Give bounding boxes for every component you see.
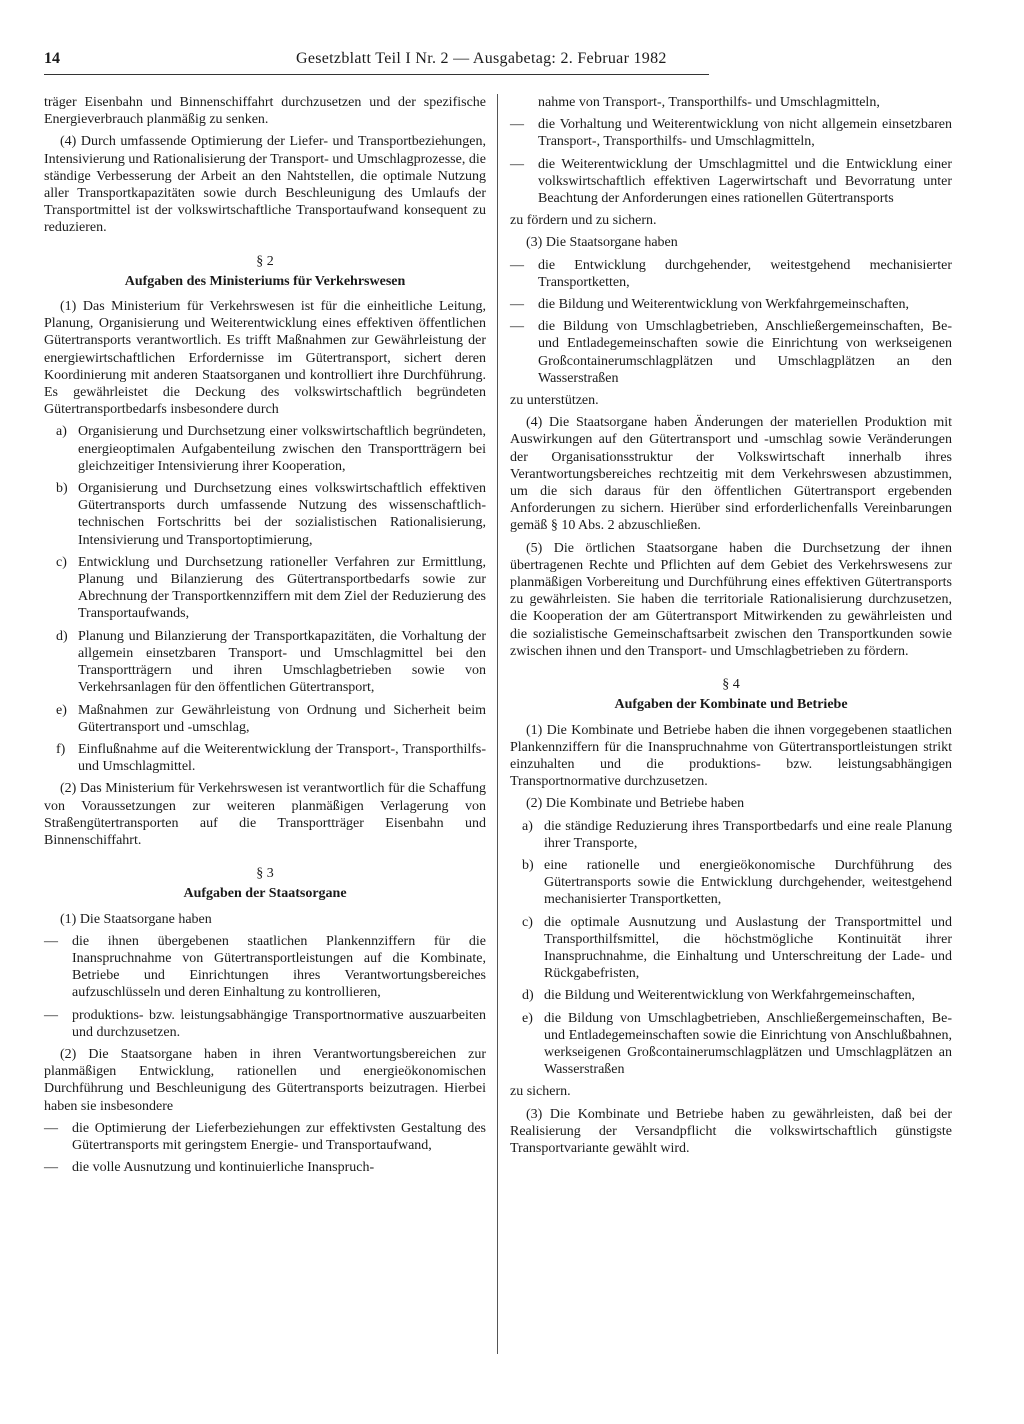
list-item — [510, 914, 952, 983]
dash-marker: — — [44, 1007, 58, 1023]
column-divider — [497, 94, 498, 1354]
paragraph: (2) Die Staatsorgane haben in ihren Verantwortungsbereichen zur planmäßigen Entwicklung, rationellen und energieökonomischen Durchführung und Beschleunigung des Gütertransports beizutragen. Hierbei haben sie insbesondere — [44, 1046, 486, 1114]
dash-text: die Entwicklung durchgehender, weitestgehend mechanisierter Transportketten, — [538, 257, 952, 290]
list-item — [44, 554, 486, 623]
dash-item — [44, 1120, 486, 1154]
paragraph: zu fördern und zu sichern. — [510, 213, 657, 229]
dash-item — [44, 1007, 486, 1041]
paragraph: träger Eisenbahn und Binnenschiffahrt durchzusetzen und der spezifische Energieverbrauch planmäßig zu senken. — [44, 95, 486, 128]
item-marker: c) — [522, 914, 533, 930]
list-item — [44, 480, 486, 549]
list-item — [44, 423, 486, 475]
section-heading: Aufgaben des Ministeriums für Verkehrswesen — [124, 273, 406, 289]
item-text: eine rationelle und energieökonomische Durchführung des Gütertransports sowie die Entwicklung durchgehender, weitestgehend mechanisierter Transportketten, — [544, 857, 952, 908]
dash-text: die ihnen übergebenen staatlichen Plankennziffern für die Inanspruchnahme von Gütertransportleistungen auf die Kombinate, Betriebe und Einrichtungen ihres Verantwortungsbereiches aufzuschlüsseln und deren Einhaltung zu kontrollieren, — [72, 933, 486, 1001]
gazette-title: Gesetzblatt Teil I Nr. 2 — Ausgabetag: 2. Februar 1982 — [296, 50, 667, 67]
item-marker: b) — [522, 857, 534, 873]
item-text: die optimale Ausnutzung und Auslastung der Transportmittel und Transporthilfsmittel, die höchstmögliche Kontinuität ihrer Inanspruchnahme, die Einhaltung und Unterschreitung der Lade- und Rückgabefristen, — [544, 914, 952, 982]
item-text: Organisierung und Durchsetzung einer volkswirtschaftlich begründeten, energieoptimalen Aufgabenteilung zwischen den Transportträgern bei gleichzeitiger Intensivierung ihrer Kooperation, — [78, 424, 486, 474]
paragraph: (3) Die Staatsorgane haben — [526, 235, 678, 251]
dash-text: die Optimierung der Lieferbeziehungen zur effektivsten Gestaltung des Gütertransports mit geringstem Energie- und Transportaufwand, — [72, 1120, 486, 1153]
list-item — [510, 818, 952, 852]
page-header — [44, 50, 709, 75]
item-text: die Bildung und Weiterentwicklung von Werkfahrgemeinschaften, — [544, 988, 915, 1004]
section-heading: Aufgaben der Staatsorgane — [183, 886, 347, 902]
section-heading: Aufgaben der Kombinate und Betriebe — [614, 697, 848, 713]
dash-text: die Bildung und Weiterentwicklung von Werkfahrgemeinschaften, — [538, 297, 909, 313]
dash-text: die volle Ausnutzung und kontinuierliche Inanspruch- — [72, 1160, 375, 1176]
paragraph: (5) Die örtlichen Staatsorgane haben die Durchsetzung der ihnen übertragenen Rechte und Pflichten auf dem Gebiet des Verkehrswesens zur planmäßigen Vorbereitung und Durchführung eines effektiven Gütertransports zu gewährleisten. Sie haben die territoriale Rationalisierung durchzusetzen, die Kooperation der am Gütertransport Mitwirkenden zu gewährleisten und die sozialistische Gemeinschaftsarbeit zwischen den Transportkunden sowie zwischen ihnen und den Transport- und Umschlagbetrieben zu fördern. — [510, 540, 952, 659]
dash-item — [510, 156, 952, 208]
dash-marker: — — [44, 1120, 58, 1136]
item-text: Planung und Bilanzierung der Transportkapazitäten, die Vorhaltung der allgemein einsetzbaren Transport- und Umschlagmittel bei den Transportträgern und ihren Umschlagbetrieben sowie von Verkehrsanlagen für den öffentlichen Gütertransport, — [78, 628, 486, 696]
paragraph: zu sichern. — [510, 1084, 571, 1100]
item-text: Maßnahmen zur Gewährleistung von Ordnung und Sicherheit beim Gütertransport und -umschlag, — [78, 702, 486, 735]
dash-marker: — — [44, 1160, 58, 1176]
list-item — [510, 987, 952, 1004]
item-marker: a) — [56, 424, 67, 440]
dash-continuation — [510, 94, 952, 111]
dash-text: produktions- bzw. leistungsabhängige Transportnormative auszuarbeiten und durchzusetzen. — [72, 1007, 486, 1040]
dash-marker: — — [510, 156, 524, 172]
dash-item — [510, 296, 952, 313]
section-number: § 4 — [722, 677, 740, 693]
dash-item — [44, 1159, 486, 1176]
item-marker: d) — [522, 988, 534, 1004]
section-number: § 3 — [256, 866, 274, 882]
dash-item — [510, 116, 952, 150]
item-marker: e) — [522, 1010, 533, 1026]
list-item — [510, 857, 952, 909]
dash-item — [510, 257, 952, 291]
paragraph: (1) Die Kombinate und Betriebe haben die ihnen vorgegebenen staatlichen Plankennziffern für die Inanspruchnahme von Gütertransportleistungen strikt einzuhalten und die produktions- bzw. leistungsabhängigen Transportnormative durchzusetzen. — [510, 722, 952, 790]
paragraph: (2) Das Ministerium für Verkehrswesen ist verantwortlich für die Schaffung von Voraussetzungen zur weiteren planmäßigen Verlagerung von Straßengütertransporten auf die Transportträger Eisenbahn und Binnenschiffahrt. — [44, 781, 486, 848]
item-marker: e) — [56, 702, 67, 718]
dash-marker: — — [510, 257, 524, 273]
list-item — [510, 1010, 952, 1079]
paragraph: (1) Das Ministerium für Verkehrswesen ist für die einheitliche Leitung, Planung, Organisierung und Weiterentwicklung eines effektiven öffentlichen Gütertransports verantwortlich. Es trifft Maßnahmen zur Gewährleistung der energiewirtschaftlichen Erfordernisse im Gütertransport, sichert deren Koordinierung mit anderen Staatsorganen und kontrolliert ihre Durchführung. Es gewährleistet die Deckung des volkswirtschaftlich begründeten Gütertransportbedarfs insbesondere durch — [44, 299, 486, 418]
item-text: Organisierung und Durchsetzung eines volkswirtschaftlich effektiven Gütertransports durch umfassende Nutzung des wissenschaftlich-technischen Fortschritts bei der sozialistischen Rationalisierung, Intensivierung und Transportoptimierung, — [78, 481, 486, 548]
section-number: § 2 — [256, 253, 274, 269]
dash-marker: — — [510, 117, 524, 133]
list-item — [44, 702, 486, 736]
paragraph: (4) Die Staatsorgane haben Änderungen der materiellen Produktion mit Auswirkungen auf den Gütertransport und -umschlag sowie Veränderungen der Organisationsstruktur der Volkswirtschaft innerhalb ihres Verantwortungsbereiches rechtzeitig mit dem Verkehrswesen abzustimmen, um die sich daraus für den öffentlichen Gütertransport ergebenden Anforderungen zu sichern. Hierüber sind erforderlichenfalls Vereinbarungen gemäß § 10 Abs. 2 abzuschließen. — [510, 415, 952, 534]
item-text: Entwicklung und Durchsetzung rationeller Verfahren zur Ermittlung, Planung und Bilanzierung des Gütertransportbedarfs sowie zur Abrechnung der Transportkennziffern mit dem Ziel der Reduzierung des Transportaufwands, — [78, 554, 486, 622]
item-marker: f) — [56, 741, 66, 757]
dash-marker: — — [510, 297, 524, 313]
item-marker: d) — [56, 628, 68, 644]
item-marker: b) — [56, 481, 68, 497]
paragraph: zu unterstützen. — [510, 393, 599, 409]
list-item — [44, 741, 486, 775]
dash-text: die Weiterentwicklung der Umschlagmittel und die Entwicklung einer volkswirtschaftlich effektiven Lagerwirtschaft und Bevorratung unter Beachtung der Anforderungen eines rationellen Gütertransports — [538, 156, 952, 207]
item-marker: c) — [56, 554, 67, 570]
list-item — [44, 628, 486, 697]
item-marker: a) — [522, 818, 533, 834]
paragraph: (1) Die Staatsorgane haben — [60, 911, 212, 927]
paragraph: (2) Die Kombinate und Betriebe haben — [526, 796, 745, 812]
dash-text: die Bildung von Umschlagbetrieben, Anschließergemeinschaften, Be- und Entladegemeinschaften sowie die Einrichtung von werkseigenen Großcontainerumschlagplätzen und Umschlagplätzen an den Wasserstraßen — [538, 319, 952, 386]
dash-text: die Vorhaltung und Weiterentwicklung von nicht allgemein einsetzbaren Transport-, Transporthilfs- und Umschlagmitteln, — [538, 117, 952, 150]
page-number: 14 — [44, 50, 60, 67]
paragraph: (4) Durch umfassende Optimierung der Liefer- und Transportbeziehungen, Intensivierung und Rationalisierung der Transport- und Umschlagprozesse, die ständige Verbesserung der Arbeit an den Nahtstellen, die optimale Nutzung aller Transportkapazitäten sowie durch Beschleunigung des Umlaufs der Transportmittel ist der volkswirtschaftliche Transportaufwand konsequent zu reduzieren. — [44, 134, 486, 236]
dash-item — [510, 318, 952, 387]
item-text: Einflußnahme auf die Weiterentwicklung der Transport-, Transporthilfs- und Umschlagmittel. — [78, 741, 486, 775]
paragraph: (3) Die Kombinate und Betriebe haben zu gewährleisten, daß bei der Realisierung der Versandpflicht die volkswirtschaftlich günstigste Transportvariante gewählt wird. — [510, 1106, 952, 1156]
item-text: die Bildung von Umschlagbetrieben, Anschließergemeinschaften, Be- und Entladegemeinschaften sowie die Einrichtung von Anschlußbahnen, werkseigenen Großcontainerumschlagplätzen und Umschlagplätzen an Wasserstraßen — [544, 1010, 952, 1078]
item-text: die ständige Reduzierung ihres Transportbedarfs und eine reale Planung ihrer Transporte, — [544, 818, 952, 851]
dash-item — [44, 933, 486, 1002]
right-column — [510, 94, 952, 1162]
left-column — [44, 94, 486, 1181]
dash-marker: — — [44, 933, 58, 949]
dash-marker: — — [510, 319, 524, 335]
dash-text: nahme von Transport-, Transporthilfs- und Umschlagmitteln, — [538, 95, 880, 110]
